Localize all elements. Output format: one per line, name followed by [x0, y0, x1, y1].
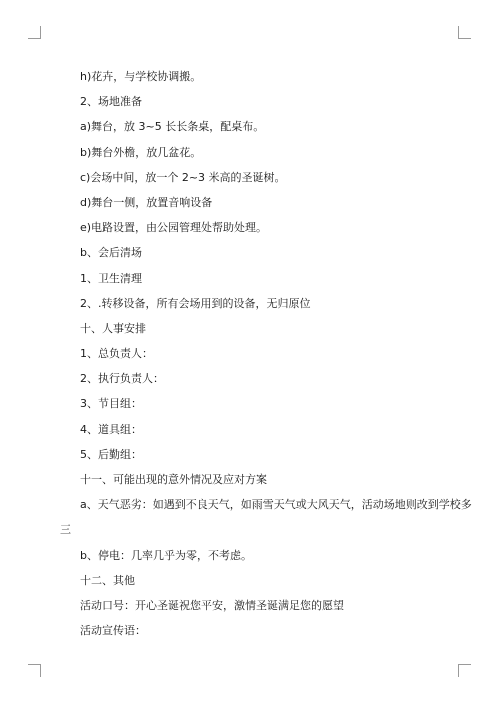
- section-heading: 2、场地准备: [80, 95, 142, 109]
- section-heading: b、会后清场: [80, 246, 142, 260]
- section-heading: 十、人事安排: [80, 321, 146, 335]
- text-line: 2、执行负责人：: [80, 372, 164, 386]
- text-line: 5、后勤组：: [80, 447, 142, 461]
- text-line: 3、节目组：: [80, 397, 142, 411]
- text-line: 2、.转移设备，所有会场用到的设备，无归原位: [80, 296, 311, 310]
- crop-mark-bottom-left: [28, 664, 41, 677]
- crop-mark-bottom-right: [458, 664, 471, 677]
- text-line: b)舞台外檐，放几盆花。: [80, 145, 202, 159]
- text-line-continuation: 三: [60, 523, 71, 537]
- text-line: 1、卫生清理: [80, 271, 142, 285]
- section-heading: 十一、可能出现的意外情况及应对方案: [80, 473, 267, 486]
- text-line: 4、道具组：: [80, 422, 142, 436]
- text-line: a)舞台，放 3~5 长长条桌，配桌布。: [80, 120, 265, 134]
- document-body: [0, 64, 500, 643]
- text-line: 活动口号：开心圣诞祝您平安，激情圣诞满足您的愿望: [80, 598, 344, 612]
- text-line: 活动宣传语：: [80, 624, 146, 638]
- text-line: d)舞台一侧，放置音响设备: [80, 195, 213, 209]
- section-heading: 十二、其他: [80, 573, 135, 587]
- text-line: b、停电：几率几乎为零，不考虑。: [80, 548, 252, 562]
- text-line: h)花卉，与学校协调搬。: [80, 70, 202, 83]
- crop-mark-top-right: [458, 26, 471, 39]
- text-line: e)电路设置，由公园管理处帮助处理。: [80, 221, 268, 235]
- crop-mark-top-left: [28, 26, 41, 39]
- text-line: a、天气恶劣：如遇到不良天气，如雨雪天气或大风天气，活动场地则改到学校多: [80, 498, 472, 512]
- text-line: c)会场中间，放一个 2~3 米高的圣诞树。: [80, 170, 286, 184]
- text-line: 1、总负责人：: [80, 347, 153, 361]
